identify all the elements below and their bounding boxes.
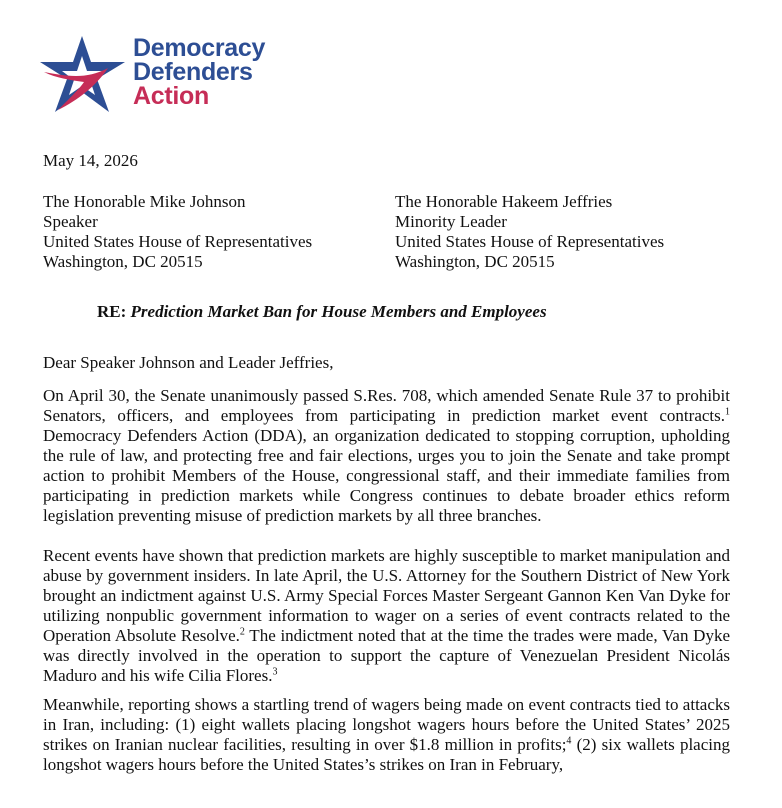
logo-line-action: Action [133, 82, 209, 110]
recipient-name: The Honorable Hakeem Jeffries [395, 192, 613, 211]
footnote-ref-4[interactable]: 4 [566, 735, 572, 747]
recipient-city: Washington, DC 20515 [395, 252, 555, 271]
salutation: Dear Speaker Johnson and Leader Jeffries, [43, 353, 334, 372]
footnote-ref-1[interactable]: 1 [725, 406, 730, 418]
recipient-org: United States House of Representatives [43, 232, 313, 251]
recipient-name: The Honorable Mike Johnson [43, 192, 246, 211]
paragraph-text: Meanwhile, reporting shows a startling trend of wagers being made on event contracts tied to attacks in Iran, including: (1) eight wallets placing longshot wagers hours before the United States’ 2025 strikes on Iranian nuclear facilities, resulting in over $1.8 million in profits; [43, 695, 730, 754]
star-logo-icon [38, 34, 130, 114]
paragraph-text: The indictment noted that at the time the trades were made, Van Dyke was directly involved in the operation to support the capture of Venezuelan President Nicolás Maduro and his wife Cilia Flores. [43, 626, 730, 685]
footnote-ref-2[interactable]: 2 [239, 626, 245, 638]
recipient-title: Minority Leader [395, 212, 507, 231]
paragraph-text: On April 30, the Senate unanimously passed S.Res. 708, which amended Senate Rule 37 to prohibit Senators, officers, and employees from participating in prediction market event contracts. [43, 386, 730, 425]
paragraph-text: Recent events have shown that prediction markets are highly susceptible to market manipulation and abuse by government insiders. In late April, the U.S. Attorney for the Southern District of New York brought an indictment against U.S. Army Special Forces Master Sergeant Gannon Ken Van Dyke for utilizing nonpublic government information to wager on a series of event contracts related to the Operation Absolute Resolve. [43, 546, 730, 645]
body-paragraph-2 [43, 546, 730, 686]
subject-label: RE: [97, 302, 127, 321]
dda-logo [38, 34, 288, 114]
body-paragraph-1 [43, 386, 730, 526]
recipient-address-left [43, 192, 312, 272]
subject-line [97, 302, 547, 322]
footnote-ref-3[interactable]: 3 [272, 666, 278, 678]
logo-wordmark [133, 36, 265, 108]
logo-line-defenders: Defenders [133, 58, 253, 86]
recipient-title: Speaker [43, 212, 98, 231]
subject-text: Prediction Market Ban for House Members and Employees [130, 302, 547, 321]
recipient-city: Washington, DC 20515 [43, 252, 203, 271]
recipient-org: United States House of Representatives [395, 232, 665, 251]
logo-line-democracy: Democracy [133, 34, 266, 62]
paragraph-text: (2) six wallets placing longshot wagers hours before the United States’s strikes on Iran in February, [43, 735, 730, 774]
letter-date: May 14, 2026 [43, 151, 138, 170]
recipient-address-right [395, 192, 664, 272]
body-paragraph-3 [43, 695, 730, 775]
paragraph-text: Democracy Defenders Action (DDA), an organization dedicated to stopping corruption, upholding the rule of law, and protecting free and fair elections, urges you to join the Senate and take prompt action to prohibit Members of the House, congressional staff, and their immediate families from participating in prediction markets while Congress continues to debate broader ethics reform legislation preventing misuse of prediction markets by all three branches. [43, 426, 730, 525]
